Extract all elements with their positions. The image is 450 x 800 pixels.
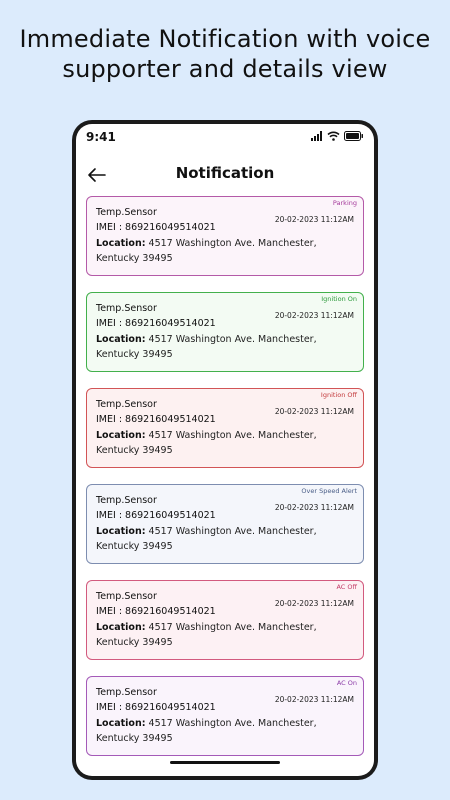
status-icons — [311, 131, 364, 141]
location-text — [96, 236, 326, 266]
notification-datetime: 20-02-2023 11:12AM — [274, 695, 354, 704]
status-badge: AC Off — [336, 583, 357, 591]
phone-frame — [72, 120, 378, 780]
sensor-name: Temp.Sensor — [96, 303, 157, 314]
location-label: Location: — [96, 238, 146, 249]
notification-card[interactable] — [86, 388, 364, 468]
notification-card[interactable] — [86, 292, 364, 372]
status-badge: AC On — [336, 679, 357, 687]
location-text — [96, 620, 326, 650]
notification-card[interactable] — [86, 676, 364, 756]
cellular-signal-icon — [311, 131, 323, 141]
location-label: Location: — [96, 718, 146, 729]
notification-datetime: 20-02-2023 11:12AM — [274, 599, 354, 608]
notification-datetime: 20-02-2023 11:12AM — [274, 311, 354, 320]
phone-screen — [76, 124, 374, 776]
imei-text: IMEI : 869216049514021 — [96, 414, 216, 425]
location-value: 4517 Washington Ave. Manchester, Kentucky 39495 — [96, 718, 317, 744]
status-badge: Over Speed Alert — [301, 487, 357, 495]
location-text — [96, 332, 326, 362]
location-label: Location: — [96, 526, 146, 537]
status-bar — [76, 124, 374, 152]
status-time: 9:41 — [86, 130, 116, 144]
imei-text: IMEI : 869216049514021 — [96, 702, 216, 713]
home-indicator[interactable] — [170, 761, 280, 764]
notification-card[interactable] — [86, 484, 364, 564]
notification-card[interactable] — [86, 580, 364, 660]
imei-text: IMEI : 869216049514021 — [96, 510, 216, 521]
location-label: Location: — [96, 430, 146, 441]
imei-text: IMEI : 869216049514021 — [96, 606, 216, 617]
promo-line-1: Immediate Notification with voice — [19, 25, 431, 53]
promo-line-2: supporter and details view — [62, 55, 388, 83]
imei-text: IMEI : 869216049514021 — [96, 222, 216, 233]
imei-text: IMEI : 869216049514021 — [96, 318, 216, 329]
notification-list — [86, 196, 364, 772]
location-value: 4517 Washington Ave. Manchester, Kentucky 39495 — [96, 430, 317, 456]
location-label: Location: — [96, 334, 146, 345]
page-title: Notification — [175, 164, 275, 182]
promo-headline — [0, 24, 450, 84]
status-badge: Parking — [332, 199, 357, 207]
location-text — [96, 716, 326, 746]
sensor-name: Temp.Sensor — [96, 399, 157, 410]
status-badge: Ignition Off — [320, 391, 357, 399]
location-text — [96, 428, 326, 458]
battery-icon — [344, 131, 364, 141]
sensor-name: Temp.Sensor — [96, 687, 157, 698]
location-text — [96, 524, 326, 554]
location-value: 4517 Washington Ave. Manchester, Kentucky 39495 — [96, 334, 317, 360]
status-badge: Ignition On — [321, 295, 357, 303]
notification-card[interactable] — [86, 196, 364, 276]
sensor-name: Temp.Sensor — [96, 207, 157, 218]
location-value: 4517 Washington Ave. Manchester, Kentucky 39495 — [96, 526, 317, 552]
location-value: 4517 Washington Ave. Manchester, Kentucky 39495 — [96, 622, 317, 648]
sensor-name: Temp.Sensor — [96, 495, 157, 506]
wifi-icon — [327, 131, 340, 141]
notification-datetime: 20-02-2023 11:12AM — [274, 407, 354, 416]
app-bar — [76, 158, 374, 192]
notification-datetime: 20-02-2023 11:12AM — [274, 215, 354, 224]
notification-datetime: 20-02-2023 11:12AM — [274, 503, 354, 512]
location-label: Location: — [96, 622, 146, 633]
sensor-name: Temp.Sensor — [96, 591, 157, 602]
location-value: 4517 Washington Ave. Manchester, Kentucky 39495 — [96, 238, 317, 264]
